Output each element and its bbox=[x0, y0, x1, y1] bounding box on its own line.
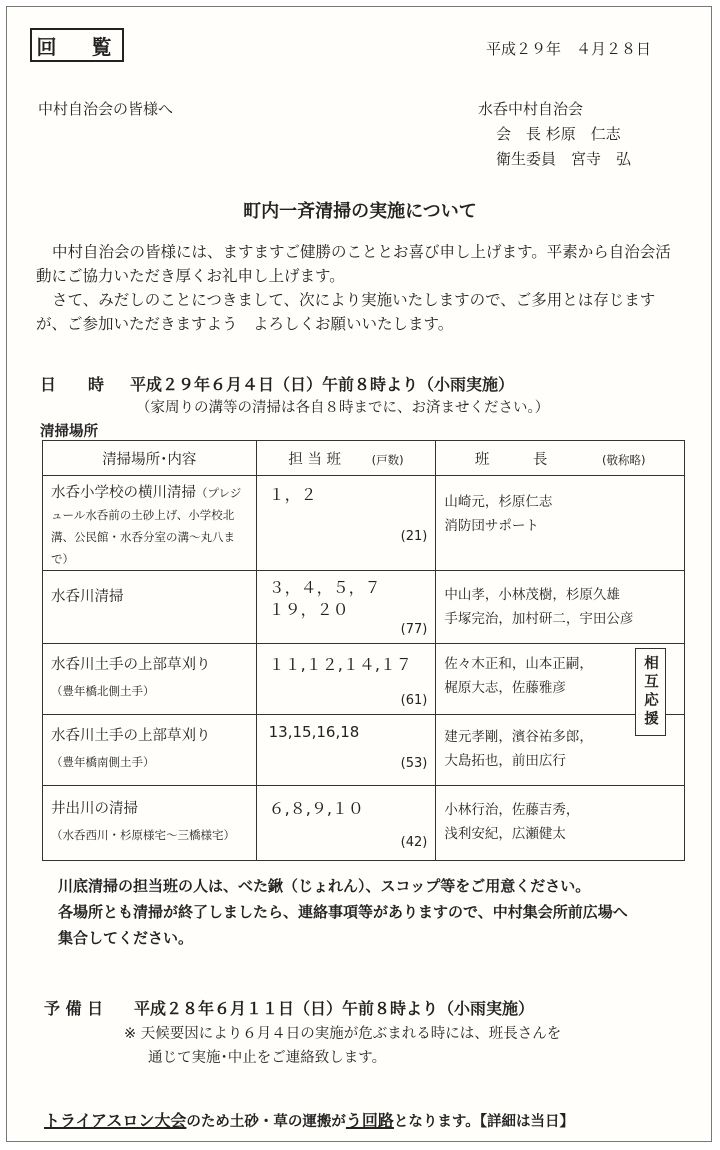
row2-leader-line2: 手塚完治，加村研二，宇田公彦 bbox=[444, 611, 634, 627]
row2-team bbox=[256, 571, 436, 644]
table-header-row bbox=[43, 441, 685, 476]
row4-place-detail: （豊年橋南側土手） bbox=[51, 755, 155, 769]
header-team-unit: (戸数) bbox=[371, 452, 404, 467]
header-leader-note: (敬称略) bbox=[601, 452, 646, 467]
row5-leader-line1: 小林行治，佐藤吉秀， bbox=[444, 802, 580, 818]
header-leader bbox=[436, 441, 685, 476]
footer-end: となります。【詳細は当日】 bbox=[393, 1114, 575, 1130]
header-leader-label: 班 長 bbox=[474, 451, 548, 468]
row3-place-name: 水呑川土手の上部草刈り bbox=[51, 657, 211, 673]
row1-team bbox=[256, 476, 436, 571]
footer-mid: のため土砂・草の運搬が bbox=[186, 1114, 346, 1130]
row5-leader-line2: 浅利安紀，広瀬健太 bbox=[444, 826, 566, 842]
row2-team-numbers-2: １９，２０ bbox=[268, 600, 349, 619]
row5-leaders bbox=[436, 786, 685, 861]
table-row bbox=[43, 476, 685, 571]
sender-org: 水呑中村自治会 bbox=[478, 100, 584, 118]
row4-place bbox=[43, 715, 257, 786]
places-label: 清掃場所 bbox=[40, 424, 98, 440]
table-row bbox=[43, 644, 685, 715]
footer-event: トライアスロン大会 bbox=[44, 1111, 187, 1130]
row5-place bbox=[43, 786, 257, 861]
row5-place-name: 井出川の清掃 bbox=[51, 801, 138, 817]
row5-place-detail: （水呑西川・杉原様宅～三橋様宅） bbox=[51, 828, 235, 842]
row4-leader-line2: 大島拓也，前田広行 bbox=[444, 753, 566, 769]
row1-leader-line1: 山崎元，杉原仁志 bbox=[444, 494, 553, 510]
footer-detour: う回路 bbox=[345, 1111, 394, 1130]
row1-place-detail: （プレジュール水呑前の土砂上げ、小学校北溝、公民館・水呑分室の溝～丸八まで） bbox=[51, 486, 242, 566]
table-row bbox=[43, 786, 685, 861]
row4-team-numbers: 13,15,16,18 bbox=[268, 723, 360, 741]
row3-place bbox=[43, 644, 257, 715]
row3-leader-line1: 佐々木正和，山本正嗣， bbox=[444, 656, 593, 672]
row1-count: (21) bbox=[400, 529, 428, 544]
row3-team-numbers: １１,１２,１４,１７ bbox=[268, 655, 412, 674]
reserve-label: 予 備 日 bbox=[44, 999, 104, 1018]
row1-place-name: 水呑小学校の横川清掃 bbox=[51, 485, 196, 501]
intro-paragraph-2: さて、みだしのことにつきまして、次により実施いたしますので、ご多用とは存じますが、ご参加いただきますよう よろしくお願いいたします。 bbox=[36, 291, 656, 333]
note-line-1: 川底清掃の担当班の人は、べた鍬（じょれん）、スコップ等をご用意ください。 bbox=[58, 877, 591, 895]
row4-count: (53) bbox=[400, 756, 428, 771]
row4-place-name: 水呑川土手の上部草刈り bbox=[51, 728, 211, 744]
footer-notice bbox=[44, 1108, 574, 1131]
row1-leader-line2: 消防団サポート bbox=[444, 518, 539, 534]
row4-leader-line1: 建元孝剛，濱谷祐多郎， bbox=[444, 729, 593, 745]
note-line-3: 集合してください。 bbox=[58, 929, 194, 947]
header-team bbox=[256, 441, 436, 476]
row1-team-numbers: １，２ bbox=[268, 485, 317, 504]
row3-count: (61) bbox=[400, 693, 428, 708]
schedule-label: 日 時 bbox=[40, 375, 105, 394]
reserve-note-1: ※ 天候要因により６月４日の実施が危ぶまれる時には、班長さんを bbox=[124, 1026, 562, 1042]
table-row bbox=[43, 571, 685, 644]
circulation-stamp: 回 覧 bbox=[30, 28, 124, 62]
row3-leader-line2: 梶原大志，佐藤雅彦 bbox=[444, 680, 566, 696]
reserve-value: 平成２８年６月１１日（日）午前８時より（小雨実施） bbox=[134, 999, 535, 1018]
row1-leaders bbox=[436, 476, 685, 571]
header-place: 清掃場所･内容 bbox=[43, 441, 257, 476]
cleaning-table bbox=[42, 440, 685, 861]
row2-leaders bbox=[436, 571, 685, 644]
row2-team-numbers: ３，４，５，７ bbox=[268, 578, 381, 597]
row2-leader-line1: 中山孝，小林茂樹，杉原久雄 bbox=[444, 587, 620, 603]
recipient: 中村自治会の皆様へ bbox=[38, 100, 174, 118]
row2-place bbox=[43, 571, 257, 644]
row4-team bbox=[256, 715, 436, 786]
row5-team bbox=[256, 786, 436, 861]
row1-place bbox=[43, 476, 257, 571]
mutual-help-box: 相互応援 bbox=[635, 648, 666, 736]
header-team-label: 担 当 班 bbox=[288, 451, 342, 468]
sender-chair: 会 長 杉原 仁志 bbox=[496, 125, 621, 143]
intro-paragraph-1: 中村自治会の皆様には、ますますご健勝のこととお喜び申し上げます。平素から自治会活動にご協力いただき厚くお礼申し上げます。 bbox=[36, 243, 671, 285]
row5-count: (42) bbox=[400, 835, 428, 850]
schedule-value: 平成２９年６月４日（日）午前８時より（小雨実施） bbox=[130, 375, 515, 394]
row3-team bbox=[256, 644, 436, 715]
table-row bbox=[43, 715, 685, 786]
row3-place-detail: （豊年橋北側土手） bbox=[51, 684, 155, 698]
row2-count: (77) bbox=[400, 622, 428, 637]
schedule-note: （家周りの溝等の清掃は各自８時までに、お済ませください。） bbox=[136, 400, 550, 416]
reserve-note-2: 通じて実施･中止をご連絡致します。 bbox=[148, 1050, 387, 1066]
issue-date: 平成２９年 ４月２８日 bbox=[486, 40, 652, 58]
note-line-2: 各場所とも清掃が終了しましたら、連絡事項等がありますので、中村集会所前広場へ bbox=[58, 903, 628, 921]
row2-place-name: 水呑川清掃 bbox=[51, 589, 124, 605]
row5-team-numbers: ６,８,９,１０ bbox=[268, 799, 364, 818]
intro-text bbox=[36, 240, 686, 336]
notice-title: 町内一斉清掃の実施について bbox=[243, 201, 477, 222]
sender-hygiene: 衛生委員 宮寺 弘 bbox=[496, 150, 632, 168]
